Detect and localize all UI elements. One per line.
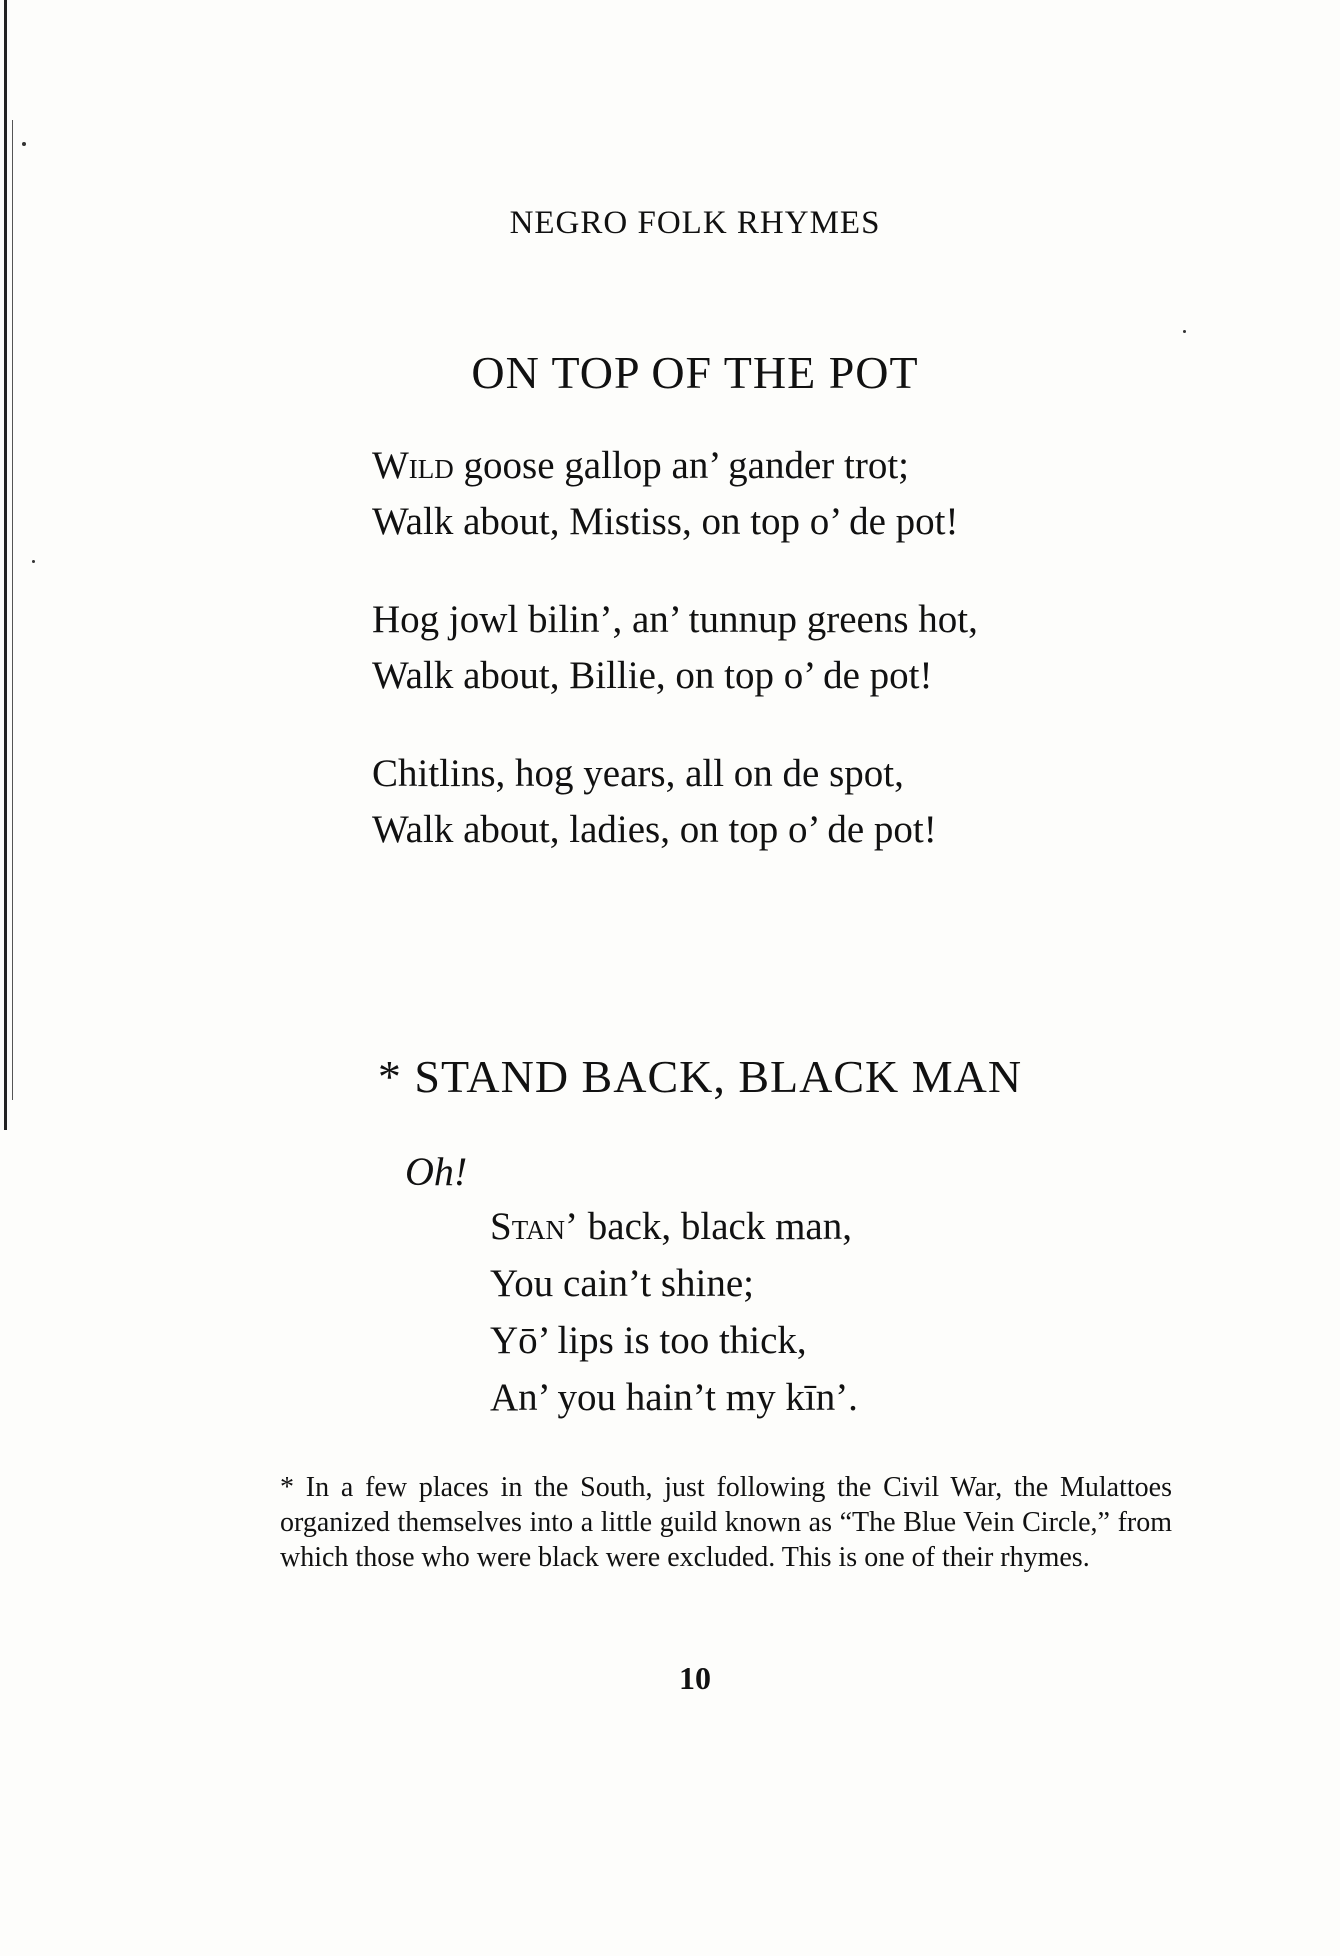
verse-line: An’ you hain’t my kīn’. [490, 1376, 858, 1419]
small-caps-word: Wild [372, 444, 454, 487]
verse-line: Walk about, ladies, on top o’ de pot! [372, 808, 937, 851]
poem-title-on-top-of-the-pot: ON TOP OF THE POT [471, 347, 919, 398]
stanza-stand-back [490, 1198, 858, 1426]
verse-line: Hog jowl bilin’, an’ tunnup greens hot, [372, 598, 978, 641]
stanza-2 [372, 592, 978, 704]
verse-text: goose gallop an’ gander trot; [453, 444, 910, 487]
verse-text: back, black man, [578, 1205, 852, 1248]
stanza-3 [372, 746, 937, 858]
verse-line: Chitlins, hog years, all on de spot, [372, 752, 904, 795]
small-caps-word: Stan’ [490, 1205, 579, 1248]
verse-line: You cain’t shine; [490, 1262, 754, 1305]
footnote: * In a few places in the South, just following the Civil War, the Mulattoes organized themselves into a little guild known as “The Blue Vein Circle,” from which those who were black were excluded. This is one of their rhymes. [280, 1472, 1172, 1573]
verse-line [372, 438, 959, 494]
scan-speck [32, 560, 35, 563]
binding-edge [4, 0, 7, 1130]
verse-line: Walk about, Billie, on top o’ de pot! [372, 654, 933, 697]
scan-speck [22, 142, 26, 146]
page-number: 10 [679, 1660, 711, 1696]
poem-title-stand-back-black-man: * STAND BACK, BLACK MAN [377, 1051, 1023, 1102]
scan-speck [1183, 330, 1186, 333]
binding-edge-shadow [12, 120, 13, 1100]
stanza-1 [372, 438, 959, 550]
verse-line [490, 1198, 858, 1255]
running-head: NEGRO FOLK RHYMES [509, 205, 881, 241]
verse-line: Walk about, Mistiss, on top o’ de pot! [372, 500, 959, 543]
verse-line: Yō’ lips is too thick, [490, 1319, 807, 1362]
exclamation: Oh! [405, 1149, 468, 1194]
